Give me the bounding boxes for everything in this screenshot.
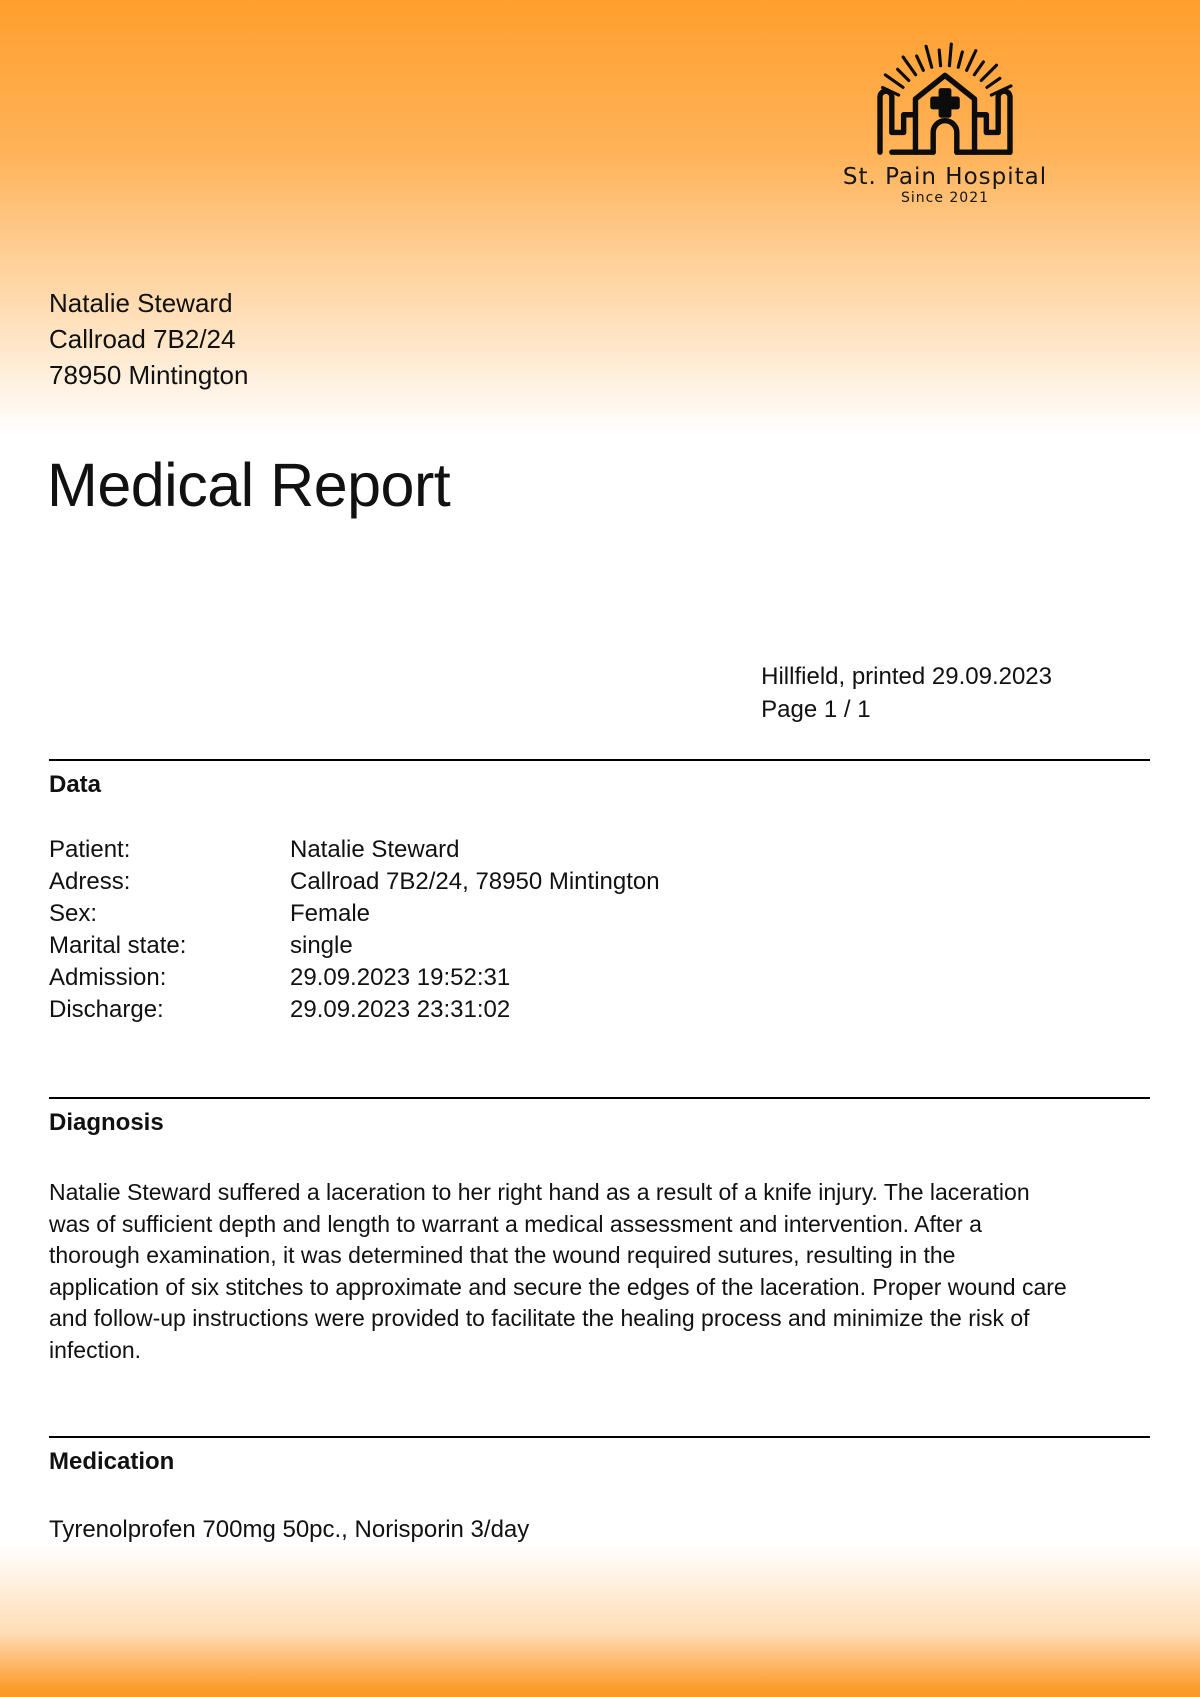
printed-date-line: Hillfield, printed 29.09.2023 (761, 663, 1052, 690)
patient-data-table (49, 834, 660, 1026)
data-row-label: Admission: (49, 964, 167, 991)
data-row-label: Marital state: (49, 932, 187, 959)
section-heading-data: Data (49, 771, 102, 798)
hospital-logo (830, 34, 1060, 206)
diagnosis-text: Natalie Steward suffered a laceration to her right hand as a result of a knife injury. The laceration was of sufficient depth and length to warrant a medical assessment and intervention. After a thorough examination, it was determined that the wound required sutures, resulting in the application of six stitches to approximate and secure the edges of the laceration. Proper wound care and follow-up instructions were provided to facilitate the healing process and minimize the risk of infection. (49, 1179, 1067, 1363)
medication-text: Tyrenolprofen 700mg 50pc., Norisporin 3/day (49, 1516, 530, 1543)
data-row-label: Sex: (49, 900, 98, 927)
recipient-address (49, 285, 248, 393)
data-row-label: Adress: (49, 868, 131, 895)
recipient-name: Natalie Steward (49, 288, 233, 318)
data-row-value: single (290, 932, 353, 959)
section-divider (49, 1097, 1150, 1099)
data-row-value: 29.09.2023 23:31:02 (290, 996, 511, 1023)
section-divider (49, 759, 1150, 761)
print-info (761, 660, 1052, 726)
data-row-value: Natalie Steward (290, 836, 460, 863)
page-title: Medical Report (47, 451, 451, 519)
section-heading-medication: Medication (49, 1448, 175, 1475)
recipient-street: Callroad 7B2/24 (49, 324, 236, 354)
data-row-label: Patient: (49, 836, 131, 863)
data-row-value: Female (290, 900, 371, 927)
data-row-label: Discharge: (49, 996, 164, 1023)
section-heading-diagnosis: Diagnosis (49, 1109, 164, 1136)
data-row-value: Callroad 7B2/24, 78950 Mintington (290, 868, 660, 895)
hospital-name: St. Pain Hospital (842, 164, 1048, 190)
data-row-value: 29.09.2023 19:52:31 (290, 964, 511, 991)
hospital-building-with-cross-and-sunrays-icon (864, 34, 1026, 162)
hospital-tagline: Since 2021 (900, 190, 990, 206)
page-number-line: Page 1 / 1 (761, 696, 871, 723)
recipient-city: 78950 Mintington (49, 360, 249, 390)
section-divider (49, 1436, 1150, 1438)
